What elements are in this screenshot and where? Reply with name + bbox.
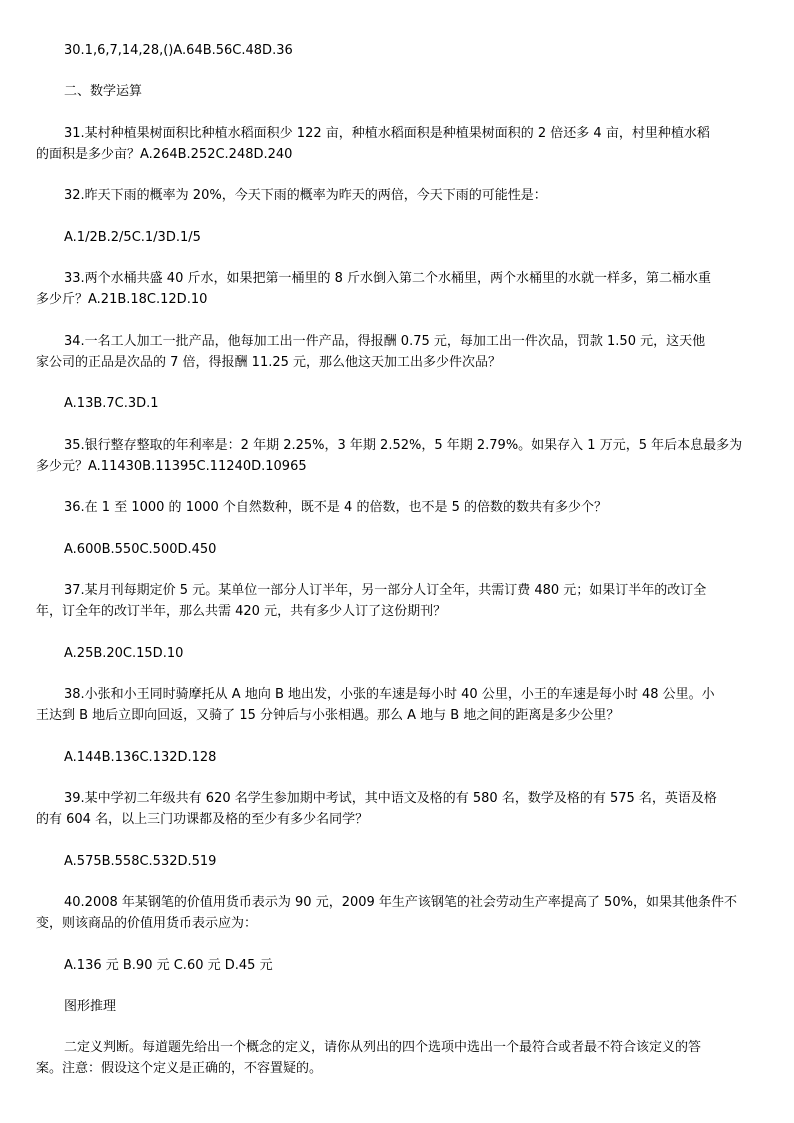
question-32-options: A.1/2B.2/5C.1/3D.1/5	[64, 230, 201, 245]
question-35-line-2: 多少元？A.11430B.11395C.11240D.10965	[36, 459, 307, 474]
question-37-options: A.25B.20C.15D.10	[64, 646, 184, 661]
question-40-options: A.136 元 B.90 元 C.60 元 D.45 元	[64, 958, 273, 973]
question-31	[64, 123, 758, 144]
question-34-line-1: 34.一名工人加工一批产品，他每加工出一件产品，得报酬 0.75 元，每加工出一件次品，罚款 1.50 元，这天他	[64, 334, 706, 349]
question-40-line-2: 变，则该商品的价值用货币表示应为：	[36, 916, 258, 931]
question-33-line-1: 33.两个水桶共盛 40 斤水，如果把第一桶里的 8 斤水倒入第二个水桶里，两个水桶里的水就一样多，第二桶水重	[64, 271, 712, 286]
question-38-line-1: 38.小张和小王同时骑摩托从 A 地向 B 地出发，小张的车速是每小时 40 公里，小王的车速是每小时 48 公里。小	[64, 687, 715, 702]
question-37-line-2: 年，订全年的改订半年，那么共需 420 元，共有多少人订了这份期刊？	[36, 604, 447, 619]
question-39-line-2: 的有 604 名，以上三门功课都及格的至少有多少名同学？	[36, 812, 369, 827]
question-37-line-1: 37.某月刊每期定价 5 元。某单位一部分人订半年，另一部分人订全年，共需订费 480 元；如果订半年的改订全	[64, 583, 707, 598]
question-35-line-1: 35.银行整存整取的年利率是：2 年期 2.25%，3 年期 2.52%，5 年期 2.79%。如果存入 1 万元，5 年后本息最多为	[64, 438, 743, 453]
question-30: 30.1,6,7,14,28,()A.64B.56C.48D.36	[64, 43, 293, 58]
question-31-line-1: 31.某村种植果树面积比种植水稻面积少 122 亩，种植水稻面积是种植果树面积的 2 倍还多 4 亩，村里种植水稻	[64, 126, 710, 141]
question-36: 36.在 1 至 1000 的 1000 个自然数种，既不是 4 的倍数，也不是 5 的倍数的数共有多少个？	[64, 500, 607, 515]
question-39-options: A.575B.558C.532D.519	[64, 854, 217, 869]
question-38-line-2: 王达到 B 地后立即向回返，又骑了 15 分钟后与小张相遇。那么 A 地与 B 地之间的距离是多少公里？	[36, 708, 620, 723]
question-34-options: A.13B.7C.3D.1	[64, 396, 159, 411]
section-heading-figure-reasoning: 图形推理	[64, 999, 117, 1014]
definition-instructions-line-1: 二定义判断。每道题先给出一个概念的定义，请你从列出的四个选项中选出一个最符合或者最不符合该定义的答	[64, 1040, 702, 1055]
question-38-options: A.144B.136C.132D.128	[64, 750, 217, 765]
definition-instructions-line-2: 案。注意：假设这个定义是正确的，不容置疑的。	[36, 1061, 323, 1076]
question-36-options: A.600B.550C.500D.450	[64, 542, 217, 557]
question-34-line-2: 家公司的正品是次品的 7 倍，得报酬 11.25 元，那么他这天加工出多少件次品？	[36, 355, 502, 370]
question-33-line-2: 多少斤？A.21B.18C.12D.10	[36, 292, 208, 307]
question-31-line-2: 的面积是多少亩？A.264B.252C.248D.240	[36, 147, 293, 162]
question-40-line-1: 40.2008 年某钢笔的价值用货币表示为 90 元，2009 年生产该钢笔的社会劳动生产率提高了 50%，如果其他条件不	[64, 895, 737, 910]
question-39-line-1: 39.某中学初二年级共有 620 名学生参加期中考试，其中语文及格的有 580 名，数学及格的有 575 名，英语及格	[64, 791, 717, 806]
section-heading-math: 二、数学运算	[64, 84, 143, 99]
question-32: 32.昨天下雨的概率为 20%，今天下雨的概率为昨天的两倍，今天下雨的可能性是：	[64, 188, 547, 203]
